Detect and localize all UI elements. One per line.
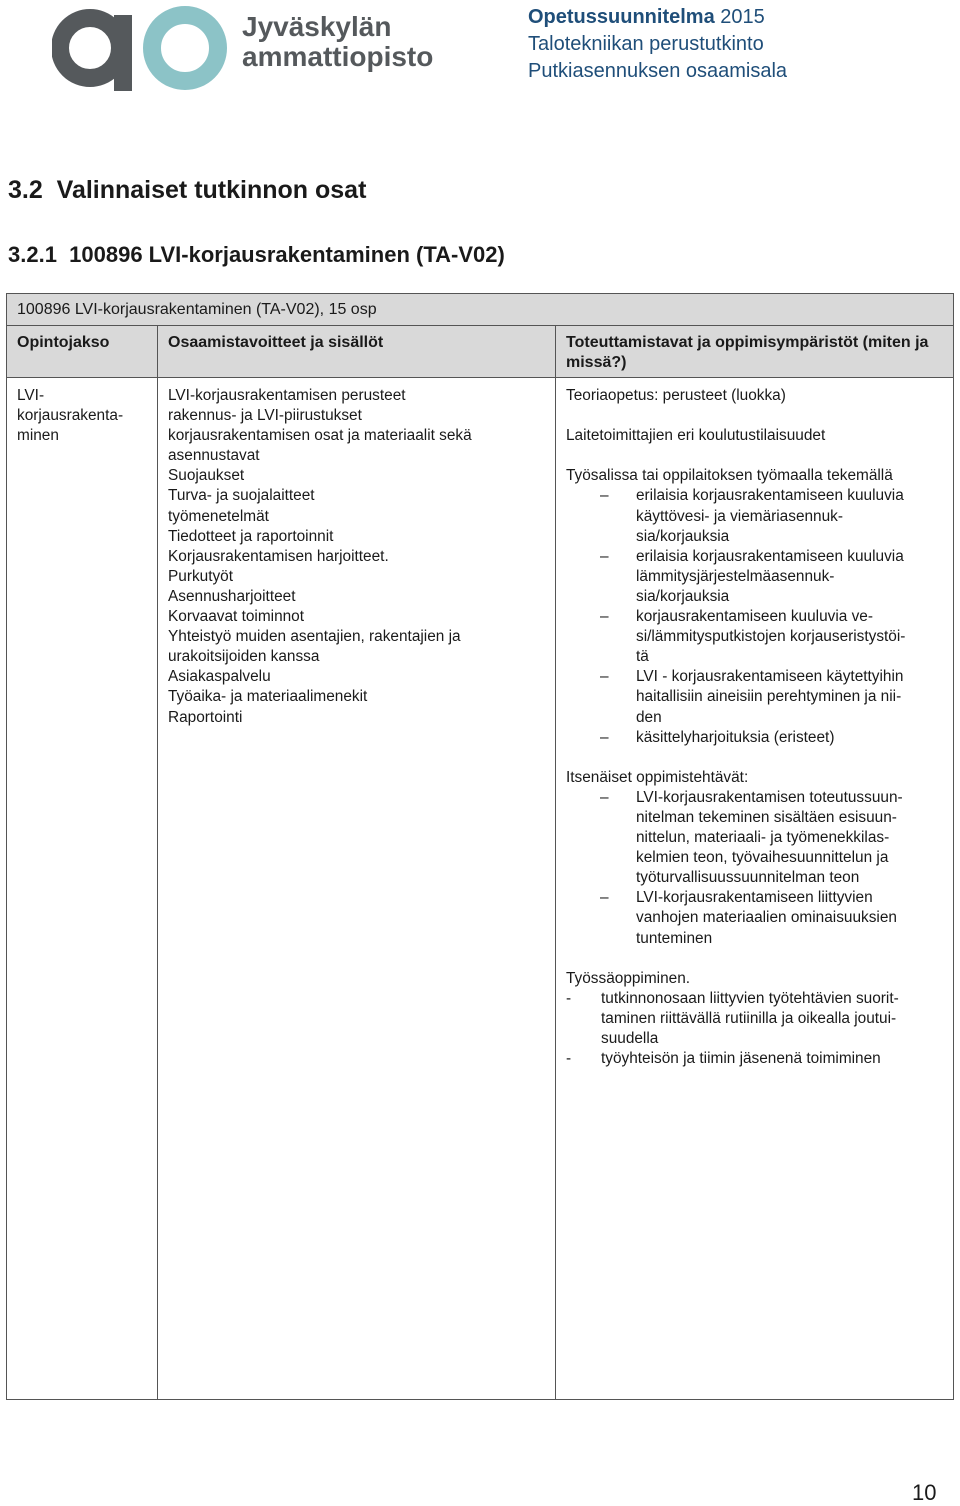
opintojakso-cell [17, 386, 147, 446]
content-line: Turva- ja suojalaitteet [168, 487, 315, 505]
logo-text-line1: Jyväskylän [242, 11, 392, 42]
dash-marker: – [600, 487, 609, 505]
dash-marker: – [600, 547, 609, 565]
itsenaiset-intro: Itsenäiset oppimistehtävät: [566, 768, 749, 786]
dash-marker: – [600, 788, 609, 806]
list-item-line: sia/korjauksia [636, 587, 730, 605]
header-osaamistavoitteet: Osaamistavoitteet ja sisällöt [168, 334, 384, 351]
list-item-line: työturvallisuussuunnitelman teon [636, 869, 860, 887]
list-item-line: kelmien teon, työvaihesuunnittelun ja [636, 849, 889, 867]
page-number: 10 [912, 1480, 937, 1505]
list-item-line: LVI-korjausrakentamisen toteutussuun- [636, 788, 903, 806]
content-line: asennustavat [168, 447, 260, 465]
list-item-line: si/lämmitysputkistojen korjauseristystöi- [636, 628, 906, 646]
list-item [566, 728, 951, 748]
document-header [528, 4, 787, 85]
tyossaoppiminen-intro: Työssäoppiminen. [566, 969, 691, 987]
list-item-line: nittelun, materiaali- ja työmenekkilas- [636, 829, 890, 847]
list-item [566, 1049, 951, 1069]
header-title [528, 4, 787, 31]
list-item-line: erilaisia korjausrakentamiseen kuuluvia [636, 487, 904, 505]
laitetoimittajat-text: Laitetoimittajien eri koulutustilaisuudet [566, 427, 826, 445]
list-item-line: erilaisia korjausrakentamiseen kuuluvia [636, 547, 904, 565]
list-item-line: nitelman tekeminen sisältäen esisuun- [636, 808, 897, 826]
header-subtitle-1: Talotekniikan perustutkinto [528, 33, 764, 55]
list-item-line: käsittelyharjoituksia (eristeet) [636, 728, 835, 746]
list-item-line: LVI - korjausrakentamiseen käytettyihin [636, 668, 904, 686]
header-subtitle-2: Putkiasennuksen osaamisala [528, 60, 788, 82]
list-item-line: sia/korjauksia [636, 527, 730, 545]
content-line: Työaika- ja materiaalimenekit [168, 688, 368, 706]
list-item [566, 667, 951, 727]
content-line: Purkutyöt [168, 567, 234, 585]
content-line: Asennusharjoitteet [168, 587, 296, 605]
table-caption [7, 294, 953, 326]
content-line: urakoitsijoiden kanssa [168, 648, 320, 666]
curriculum-table [6, 293, 954, 1400]
logo-text [242, 12, 433, 72]
logo-text-line2: ammattiopisto [242, 41, 434, 72]
dash-marker: – [600, 608, 609, 626]
content-line: Korjausrakentamisen harjoitteet. [168, 547, 389, 565]
content-line: Asiakaspalvelu [168, 668, 271, 686]
list-item [566, 788, 951, 888]
list-item-line: haitallisiin aineisiin perehtyminen ja nii- [636, 688, 902, 706]
header-year: 2015 [720, 6, 765, 28]
list-item [566, 888, 951, 948]
tyosali-intro: Työsalissa tai oppilaitoksen työmaalla tekemällä [566, 467, 893, 485]
content-line: Raportointi [168, 708, 243, 726]
opintojakso-line: LVI- [17, 387, 45, 404]
list-item-line: vanhojen materiaalien ominaisuuksien [636, 909, 897, 927]
content-line: LVI-korjausrakentamisen perusteet [168, 387, 406, 404]
list-item-line: suudella [601, 1030, 659, 1047]
list-item-line: käyttövesi- ja viemäriasennuk- [636, 507, 843, 525]
header-opintojakso: Opintojakso [17, 334, 110, 351]
content-line: rakennus- ja LVI-piirustukset [168, 407, 362, 425]
column-divider-2 [555, 326, 556, 1399]
list-item-line: tunteminen [636, 929, 713, 947]
hyphen-marker: - [566, 989, 572, 1007]
content-line: korjausrakentamisen osat ja materiaalit sekä [168, 427, 472, 445]
table-caption-text: 100896 LVI-korjausrakentaminen (TA-V02), 15 osp [17, 301, 377, 318]
osaamistavoitteet-cell [168, 386, 553, 728]
teoriaopetus-text: Teoriaopetus: perusteet (luokka) [566, 387, 786, 404]
list-item-line: taminen riittävällä rutiinilla ja oikealla joutui- [601, 1009, 897, 1027]
list-item [566, 607, 951, 667]
header-title-bold: Opetussuunnitelma [528, 6, 715, 28]
list-item-line: LVI-korjausrakentamiseen liittyvien [636, 889, 873, 907]
jao-logo [52, 0, 452, 100]
header-toteuttamistavat: Toteuttamistavat ja oppimisympäristöt (miten ja missä?) [566, 334, 929, 371]
list-item [566, 989, 951, 1049]
subsection-heading: 3.2.1 100896 LVI-korjausrakentaminen (TA-V02) [8, 242, 505, 267]
content-line: Suojaukset [168, 467, 245, 485]
list-item [566, 486, 951, 546]
dash-marker: – [600, 668, 609, 686]
list-item-line: työyhteisön ja tiimin jäsenenä toimiminen [601, 1050, 881, 1068]
list-item-line: tä [636, 648, 649, 666]
opintojakso-line: minen [17, 427, 59, 445]
content-line: Yhteistyö muiden asentajien, rakentajien ja [168, 628, 461, 646]
toteuttamistavat-cell [566, 386, 951, 1069]
list-item-line: korjausrakentamiseen kuuluvia ve- [636, 608, 873, 626]
column-divider-1 [157, 326, 158, 1399]
list-item-line: den [636, 708, 662, 726]
dash-marker: – [600, 728, 609, 746]
hyphen-marker: - [566, 1050, 572, 1068]
section-heading: 3.2 Valinnaiset tutkinnon osat [8, 176, 367, 204]
list-item-line: tutkinnonosaan liittyvien työtehtävien suorit- [601, 989, 899, 1007]
content-line: Tiedotteet ja raportoinnit [168, 527, 334, 545]
dash-marker: – [600, 889, 609, 907]
content-line: työmenetelmät [168, 507, 269, 525]
table-header-row [7, 326, 953, 378]
content-line: Korvaavat toiminnot [168, 608, 305, 626]
opintojakso-line: korjausrakenta- [17, 407, 124, 425]
list-item-line: lämmitysjärjestelmäasennuk- [636, 567, 835, 585]
list-item [566, 547, 951, 607]
